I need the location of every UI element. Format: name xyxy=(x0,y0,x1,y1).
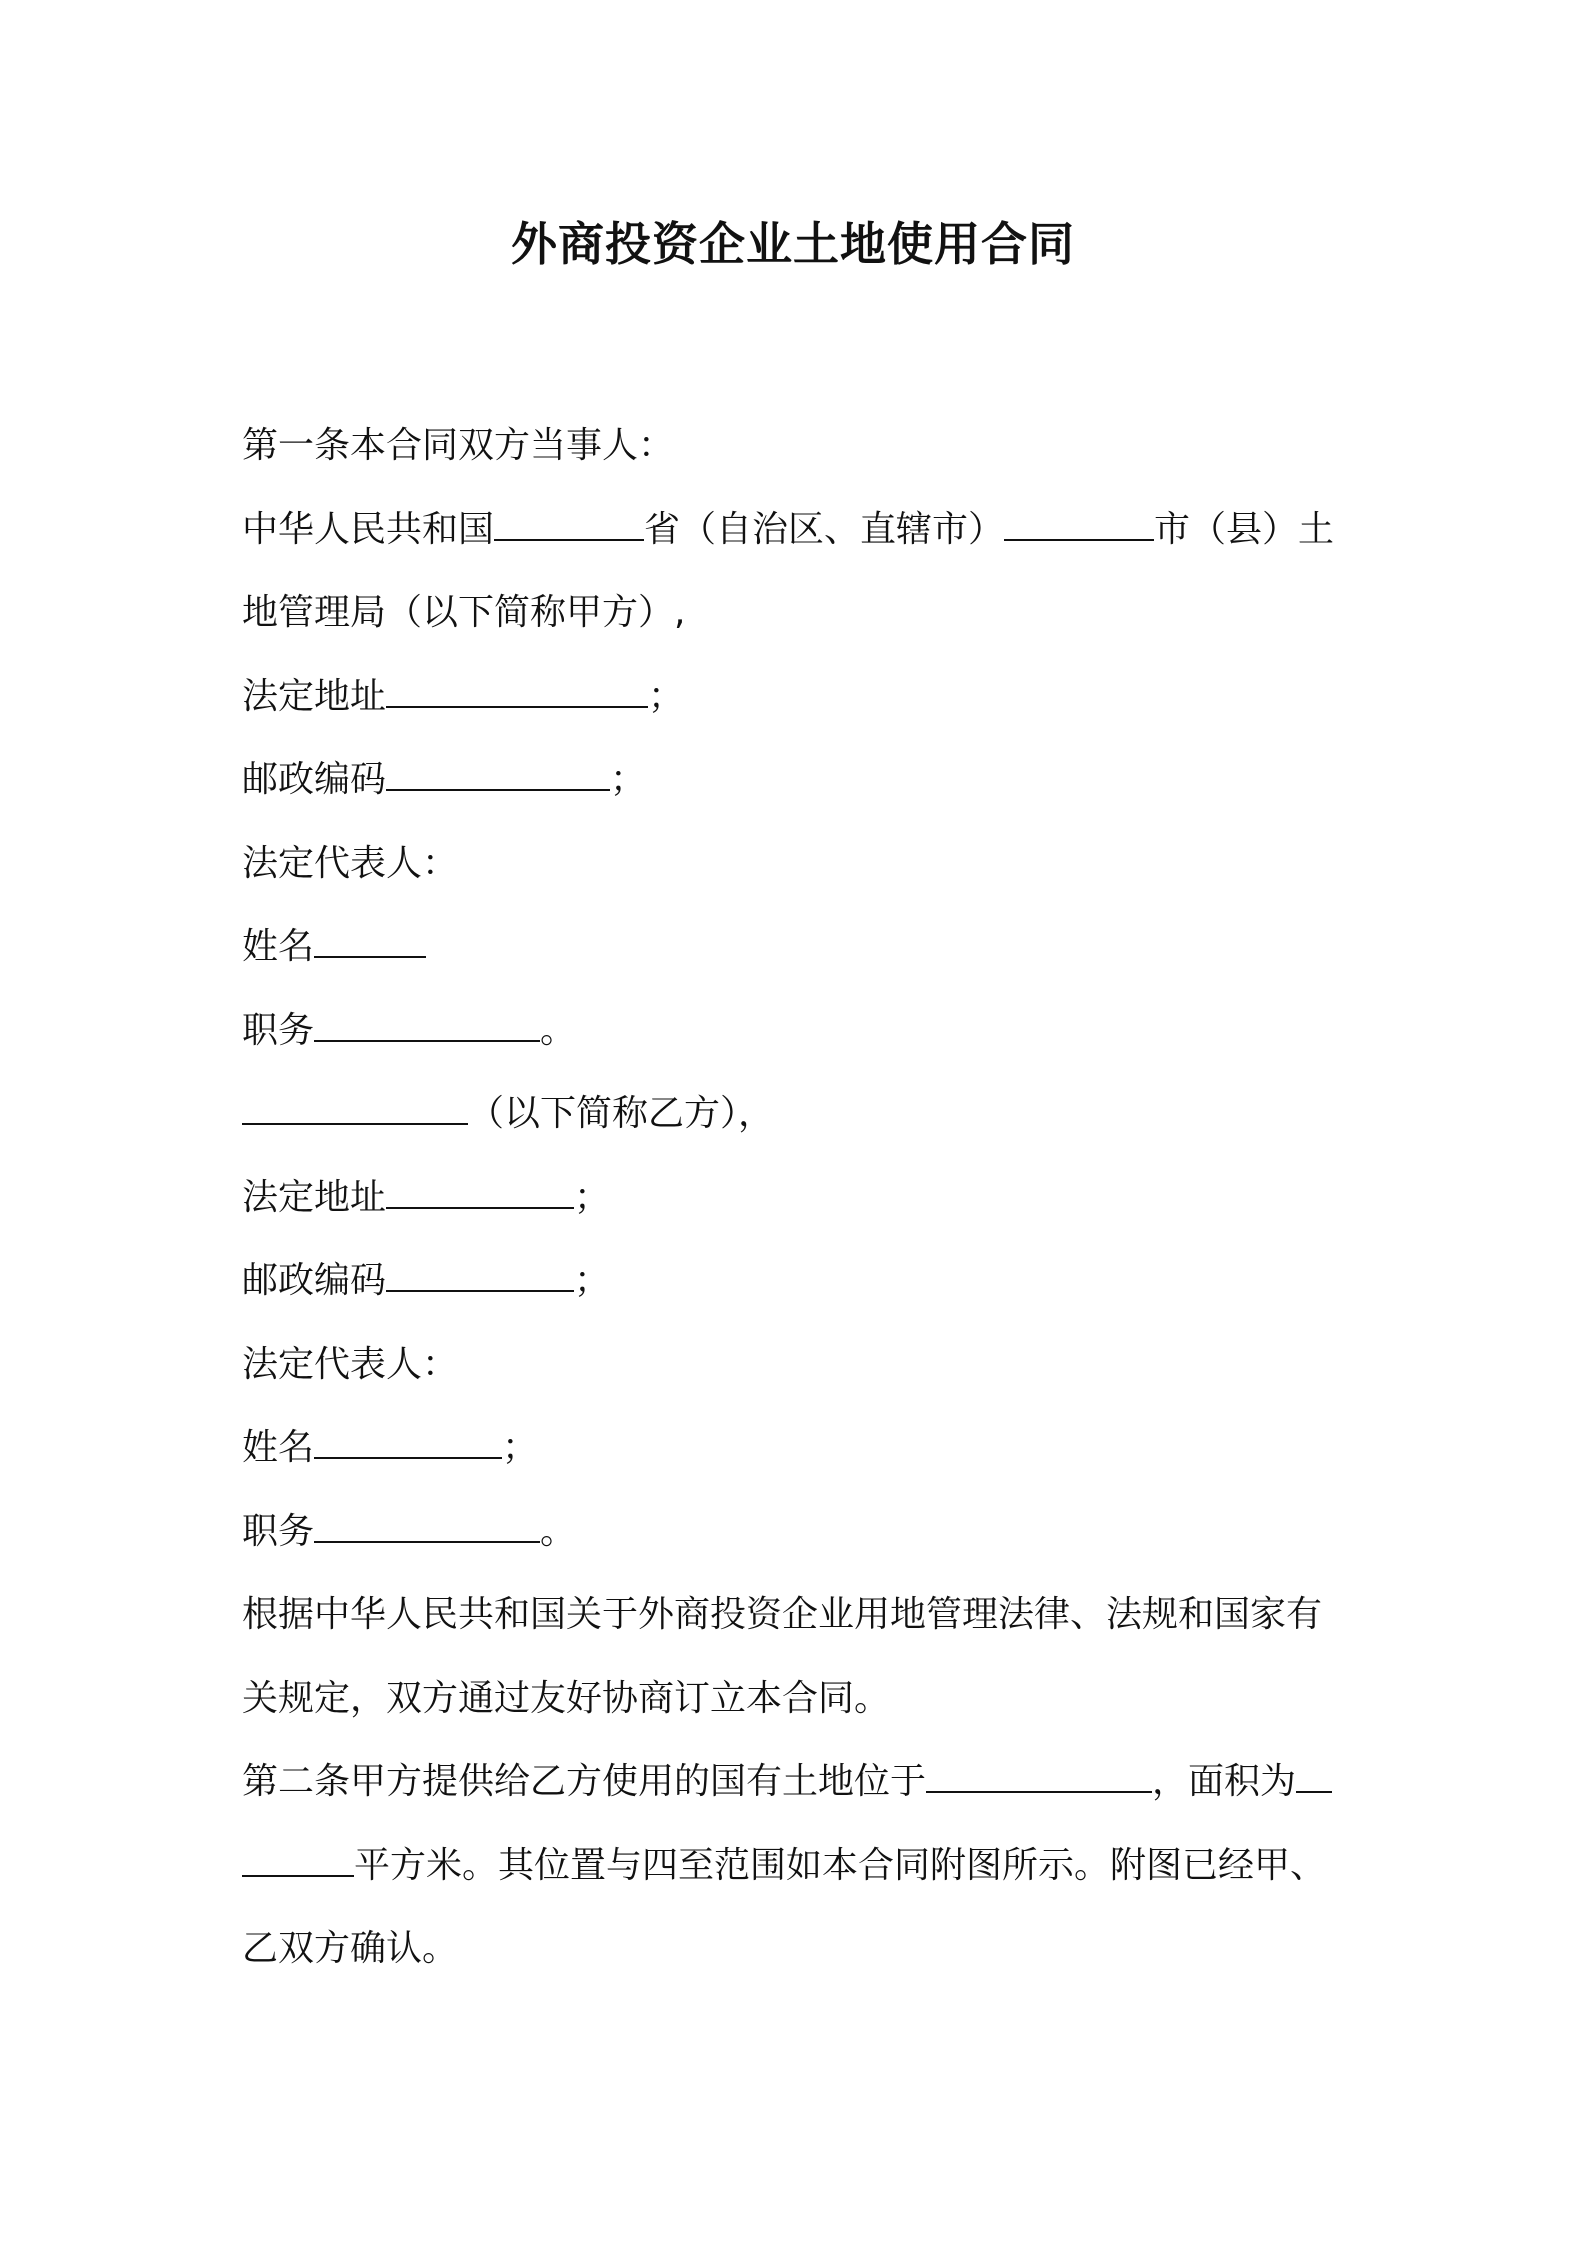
postcode-blank xyxy=(386,1258,574,1292)
line-text: 邮政编码 xyxy=(242,1260,387,1301)
party-b-representative-line xyxy=(242,1323,1362,1407)
line-text: 市（县）土 xyxy=(1154,508,1335,550)
line-text: 姓名 xyxy=(242,926,315,967)
line-text: 关规定，双方通过友好协商订立本合同。 xyxy=(242,1677,891,1719)
line-text: （以下简称乙方）， xyxy=(468,1093,775,1134)
line-text: 根据中华人民共和国关于外商投资企业用地管理法律、法规和国家有 xyxy=(242,1594,1323,1635)
line-text: 。 xyxy=(540,1009,577,1051)
party-a-title-line xyxy=(242,989,1362,1073)
party-a-name-field-line xyxy=(242,905,1362,989)
party-a-address-line xyxy=(242,655,1362,739)
line-text: 法定地址 xyxy=(242,675,387,717)
line-text: 乙双方确认。 xyxy=(242,1928,459,1969)
line-text: 地管理局（以下简称甲方）, xyxy=(242,592,686,633)
line-text: ； xyxy=(648,675,685,717)
title-blank xyxy=(314,1509,540,1543)
line-text: 法定代表人： xyxy=(242,1343,459,1385)
party-b-name-line xyxy=(242,1072,1362,1156)
party-a-region-line xyxy=(242,488,1362,572)
line-text: ，面积为 xyxy=(1152,1761,1297,1802)
line-text: 第一条本合同双方当事人： xyxy=(242,425,675,466)
party-b-postcode-line xyxy=(242,1239,1362,1323)
area-blank-start xyxy=(1296,1759,1332,1793)
name-blank xyxy=(314,924,426,958)
line-text: ； xyxy=(574,1176,611,1218)
article-2-line-2 xyxy=(242,1824,1362,1908)
article-2-line-3 xyxy=(242,1907,1362,1991)
basis-paragraph-line-1 xyxy=(242,1573,1362,1657)
line-text: 法定代表人： xyxy=(242,842,459,884)
address-blank xyxy=(386,1175,574,1209)
line-text: 中华人民共和国 xyxy=(242,508,495,550)
line-text: ； xyxy=(610,759,647,800)
name-blank xyxy=(314,1425,502,1459)
party-b-address-line xyxy=(242,1156,1362,1240)
province-blank xyxy=(494,507,644,541)
article-1-heading xyxy=(242,404,1362,488)
party-a-representative-line xyxy=(242,822,1362,906)
line-text: 平方米。其位置与四至范围如本合同附图所示。附图已经甲、 xyxy=(354,1844,1327,1886)
title-blank xyxy=(314,1008,540,1042)
address-blank xyxy=(386,674,648,708)
party-b-name-field-line xyxy=(242,1406,1362,1490)
line-text: 姓名 xyxy=(242,1427,315,1468)
line-text: 职务 xyxy=(242,1009,315,1051)
line-text: 职务 xyxy=(242,1510,315,1552)
article-2-line-1 xyxy=(242,1740,1362,1824)
line-text: 省（自治区、直辖市） xyxy=(644,508,1005,550)
document-title: 外商投资企业土地使用合同 xyxy=(511,217,1075,271)
basis-paragraph-line-2 xyxy=(242,1657,1362,1741)
line-text: 法定地址 xyxy=(242,1176,387,1218)
land-location-blank xyxy=(926,1759,1152,1793)
line-text: 邮政编码 xyxy=(242,759,387,800)
party-b-title-line xyxy=(242,1490,1362,1574)
city-blank xyxy=(1004,507,1154,541)
contract-body xyxy=(242,404,1362,1991)
area-blank-end xyxy=(242,1843,354,1877)
line-text: 。 xyxy=(540,1510,577,1552)
postcode-blank xyxy=(386,757,610,791)
line-text: ； xyxy=(502,1427,539,1468)
party-a-name-line xyxy=(242,571,1362,655)
party-b-blank xyxy=(242,1091,468,1125)
party-a-postcode-line xyxy=(242,738,1362,822)
line-text: 第二条甲方提供给乙方使用的国有土地位于 xyxy=(242,1761,927,1802)
line-text: ； xyxy=(574,1260,611,1301)
